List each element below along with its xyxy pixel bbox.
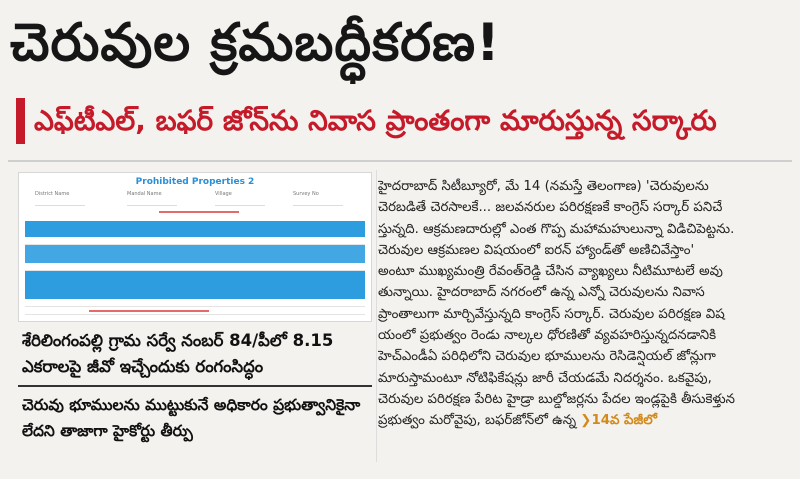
article-line: హెచ్‌ఎండీఏ పరిధిలోని చెరువుల భూములను రెసిడెన్షియల్ జోన్లుగా xyxy=(378,349,716,365)
article-line: అంటూ ముఖ్యమంత్రి రేవంత్‌రెడ్డి చేసిన వ్యాఖ్యలు నీటిమూటలే అవు xyxy=(378,264,723,280)
article-body xyxy=(378,176,786,466)
article-line-text: ప్రభుత్వం మరోవైపు, బఫర్‌జోన్‌లో ఉన్న xyxy=(378,413,577,429)
article-line: మారుస్తామంటూ నోటిఫికేషన్లు జారీ చేయడమే నిదర్శనం. ఒకవైపు, xyxy=(378,370,712,386)
screenshot-title: Prohibited Properties 2 xyxy=(135,177,255,187)
column-divider xyxy=(376,170,377,462)
article-line: యంలో ప్రభుత్వం రెండు నాల్కల ధోరణితో వ్యవహరిస్తున్నదనడానికి xyxy=(378,328,717,344)
article-line: చెరబడితే చెరసాలకే... జలవనరుల పరిరక్షణకే కాంగ్రెస్ సర్కార్ పనిచే xyxy=(378,200,723,216)
article-line: ప్రాంతాలుగా మార్చివేస్తున్నది కాంగ్రెస్ సర్కార్. చెరువుల పరిరక్షణ విష xyxy=(378,306,725,322)
headline: చెరువుల క్రమబద్ధీకరణ! xyxy=(10,13,501,73)
screenshot-field: Mandal Name xyxy=(127,191,177,206)
article-line: చెరువుల ఆక్రమణల విషయంలో ఐరన్ హ్యాండ్‌తో అణిచివేస్తాం' xyxy=(378,242,695,258)
sidebar-highlight-1: శేరిలింగంపల్లి గ్రామ సర్వే నంబర్ 84/పీలో 8.15 ఎకరాలపై జీవో ఇచ్చేందుకు రంగంసిద్ధం xyxy=(22,331,334,376)
subheadline-accent-bar xyxy=(16,98,25,144)
article-line xyxy=(378,410,786,431)
screenshot-table-header xyxy=(25,221,365,237)
screenshot-table-header xyxy=(25,245,365,263)
sidebar-highlight-2: చెరువు భూములను ముట్టుకునే అధికారం ప్రభుత్వానికైనా లేదని తాజాగా హైకోర్టు తీర్పు xyxy=(22,396,361,440)
subheadline: ఎఫ్‌టీఎల్, బఫర్ జోన్‌ను నివాస ప్రాంతంగా మారుస్తున్న సర్కారు xyxy=(34,104,717,137)
screenshot-table-row xyxy=(25,263,365,271)
screenshot-table-header xyxy=(25,271,365,299)
screenshot-field: District Name xyxy=(35,191,85,206)
article-line: హైదరాబాద్ సిటీబ్యూరో, మే 14 (నమస్తే తెలంగాణ) 'చెరువులను xyxy=(378,179,709,194)
article-line: స్తున్నది. ఆక్రమణదారుల్లో ఎంత గొప్ప మహామహులున్నా విడిచిపెట్టను. xyxy=(378,221,735,237)
screenshot-field: Village xyxy=(215,191,265,206)
continued-marker: ❯14వ పేజీలో xyxy=(580,413,657,429)
continued-text: 14వ పేజీలో xyxy=(591,413,657,429)
embedded-screenshot xyxy=(18,172,372,322)
article-line: చెరువుల పరిరక్షణ పేరిట హైడ్రా బుల్డోజర్లను పేదల ఇండ్లపైకి తీసుకెళ్తున xyxy=(378,391,735,407)
screenshot-red-line xyxy=(89,310,209,312)
screenshot-red-line xyxy=(159,211,239,213)
sidebar-divider xyxy=(18,385,372,387)
section-divider xyxy=(8,160,792,162)
screenshot-field: Survey No xyxy=(293,191,343,206)
subheadline-block xyxy=(0,92,800,154)
article-line: తున్నాయి. హైదరాబాద్ నగరంలో ఉన్న ఎన్నో చెరువులను నివాస xyxy=(378,285,705,301)
screenshot-table-row xyxy=(25,299,365,307)
screenshot-table-row xyxy=(25,237,365,245)
